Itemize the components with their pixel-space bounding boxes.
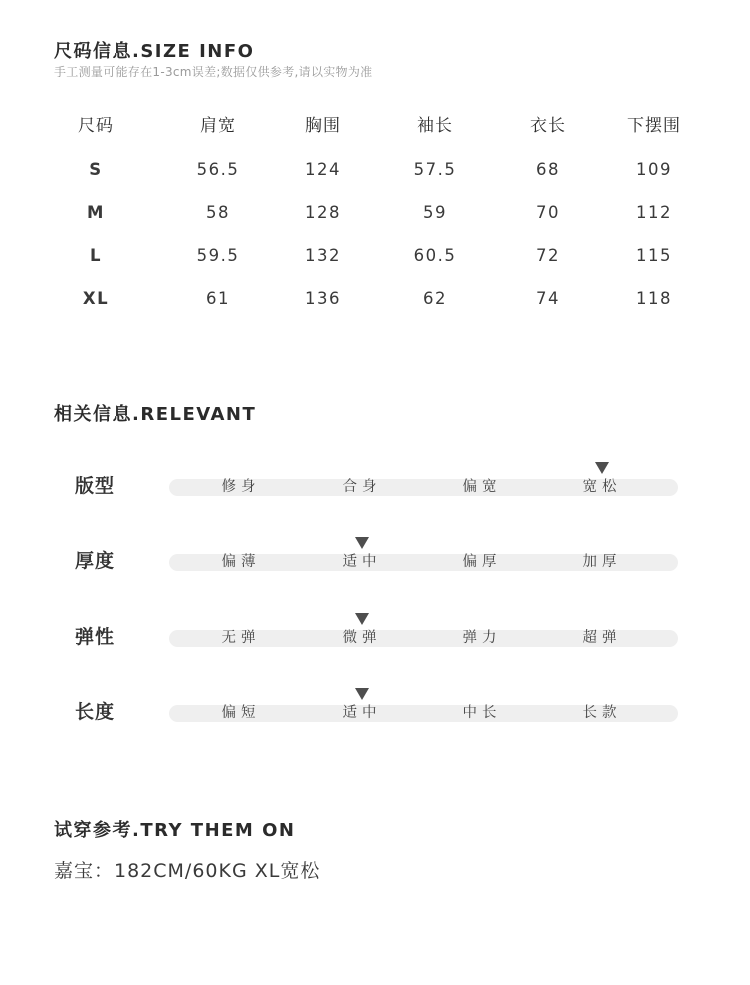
table-cell: 68: [536, 160, 560, 179]
table-cell: 74: [536, 289, 560, 308]
selected-marker-icon: [595, 462, 609, 474]
size-label: M: [87, 203, 105, 222]
selected-marker-icon: [355, 688, 369, 700]
table-cell: 115: [636, 246, 672, 265]
scale-option: 宽松: [582, 479, 622, 495]
table-row: [0, 238, 750, 274]
attribute-label: 版型: [75, 475, 116, 497]
scale-option: 修身: [221, 479, 261, 495]
header-hem: 下摆围: [627, 116, 681, 136]
header-size: 尺码: [78, 116, 114, 136]
attribute-label: 弹性: [75, 626, 116, 648]
scale-option: 适中: [342, 705, 382, 721]
tryon-title: 试穿参考.TRY THEM ON: [54, 820, 296, 841]
table-cell: 59.5: [196, 246, 240, 265]
header-sleeve: 袖长: [417, 116, 453, 136]
scale-option: 微弹: [342, 630, 382, 646]
table-cell: 58: [206, 203, 230, 222]
size-label: S: [89, 160, 103, 179]
scale-option: 无弹: [221, 630, 261, 646]
scale-option: 偏宽: [462, 479, 502, 495]
tryon-entry: 嘉宝：182CM/60KG XL宽松: [54, 860, 321, 882]
header-shoulder: 肩宽: [200, 116, 236, 136]
relevant-title: 相关信息.RELEVANT: [54, 404, 257, 425]
scale-option: 合身: [342, 479, 382, 495]
table-cell: 118: [636, 289, 672, 308]
selected-marker-icon: [355, 613, 369, 625]
attribute-elasticity: [0, 617, 750, 657]
scale-option: 加厚: [582, 554, 622, 570]
table-cell: 70: [536, 203, 560, 222]
scale-option: 偏厚: [462, 554, 502, 570]
size-label: L: [89, 246, 102, 265]
table-cell: 62: [423, 289, 447, 308]
table-cell: 109: [636, 160, 672, 179]
table-cell: 132: [305, 246, 341, 265]
size-label: XL: [82, 289, 110, 308]
table-row: [0, 152, 750, 188]
size-info-subtitle: 手工测量可能存在1-3cm误差;数据仅供参考,请以实物为准: [54, 65, 373, 79]
table-cell: 59: [423, 203, 447, 222]
selected-marker-icon: [355, 537, 369, 549]
scale-option: 超弹: [582, 630, 622, 646]
table-cell: 56.5: [196, 160, 240, 179]
table-cell: 136: [305, 289, 341, 308]
attribute-label: 长度: [75, 701, 116, 723]
table-cell: 124: [305, 160, 341, 179]
table-row: [0, 281, 750, 317]
scale-option: 适中: [342, 554, 382, 570]
scale-option: 弹力: [462, 630, 502, 646]
header-length: 衣长: [530, 116, 566, 136]
table-cell: 60.5: [413, 246, 457, 265]
table-cell: 112: [636, 203, 672, 222]
table-cell: 128: [305, 203, 341, 222]
header-chest: 胸围: [305, 116, 341, 136]
table-cell: 72: [536, 246, 560, 265]
table-cell: 57.5: [413, 160, 457, 179]
scale-option: 偏薄: [221, 554, 261, 570]
scale-option: 长款: [582, 705, 622, 721]
scale-option: 偏短: [221, 705, 261, 721]
size-info-title: 尺码信息.SIZE INFO: [54, 41, 255, 62]
attribute-label: 厚度: [75, 550, 116, 572]
attribute-fit: [0, 466, 750, 506]
attribute-thickness: [0, 541, 750, 581]
table-row: [0, 195, 750, 231]
size-table-header: [0, 108, 750, 144]
scale-option: 中长: [462, 705, 502, 721]
attribute-length: [0, 692, 750, 732]
table-cell: 61: [206, 289, 230, 308]
